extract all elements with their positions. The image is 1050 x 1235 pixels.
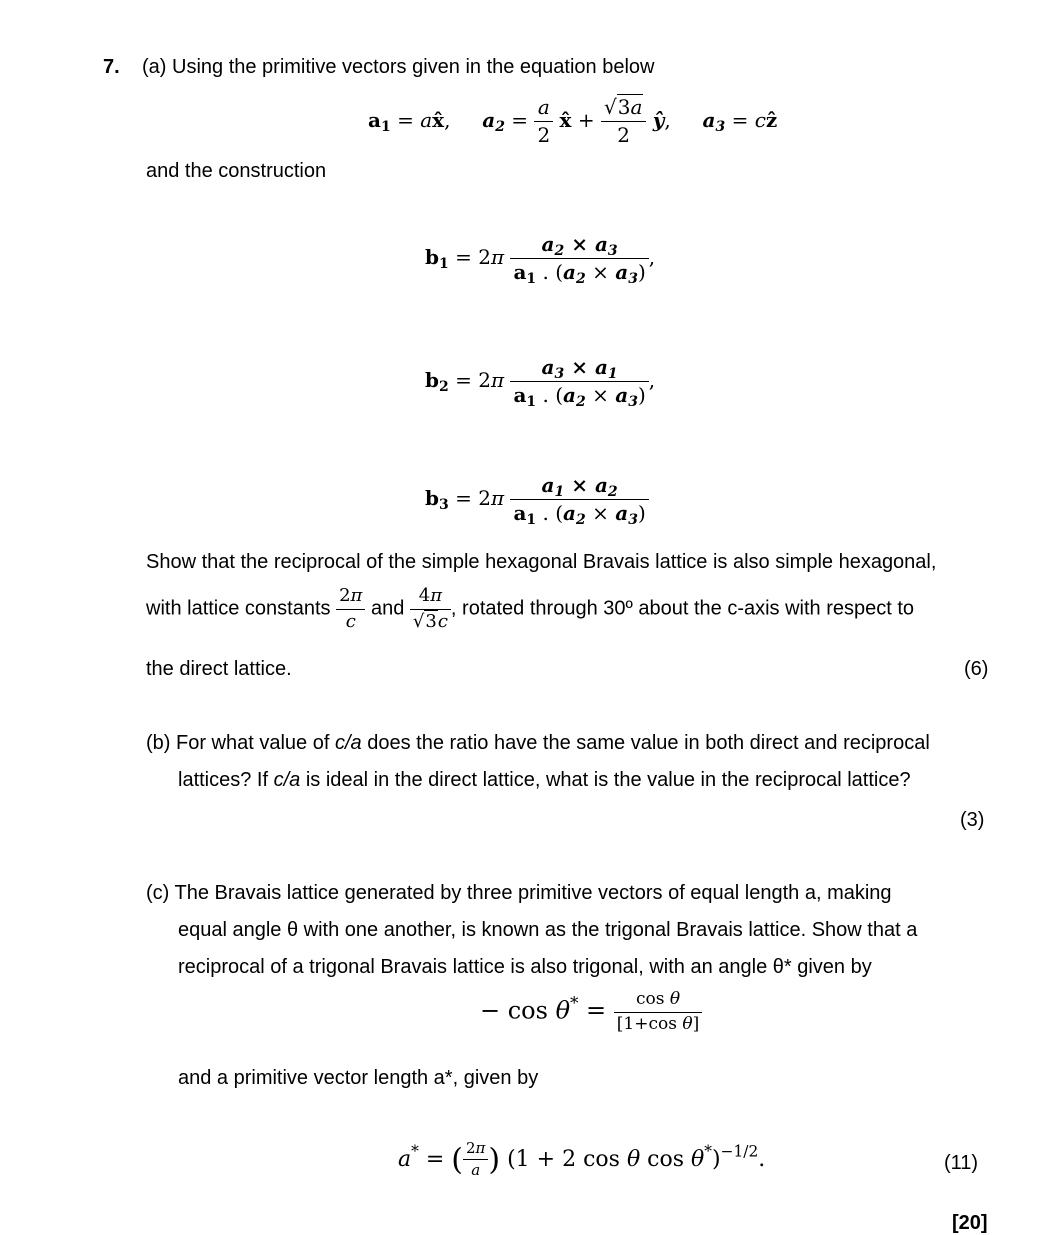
part-a-marks: (6)	[964, 658, 989, 680]
question-number: 7.	[103, 56, 120, 78]
primitive-vectors-equation: $a_1$ = ax̂, $a_2$ = $\frac{a}{2}$ x̂ + $\frac{√3a}{2}$ ŷ, $a_3$ = cẑ	[368, 95, 778, 147]
rotation-text: , rotated through 30º about the c-axis with respect to	[450, 597, 915, 620]
vector-length-label: and a primitive vector length a*, given by	[178, 1067, 539, 1089]
part-b-marks: (3)	[960, 809, 985, 831]
total-marks: [20]	[952, 1212, 988, 1234]
part-c-line3: reciprocal of a trigonal Bravais lattice is also trigonal, with an angle θ* given by	[178, 956, 872, 978]
a-star-equation: a* = ( $\frac{2\pi}{a}$ ) (1 + 2 cos θ cos θ*)$^{-1/2}$.	[398, 1139, 766, 1180]
part-b-line1: (b) For what value of c/a does the ratio have the same value in both direct and reciprocal	[146, 732, 930, 754]
part-a-show-line3: the direct lattice.	[146, 658, 292, 680]
part-a-intro: (a) Using the primitive vectors given in the equation below	[142, 56, 655, 78]
b2-equation: $b_2 = 2\pi$ $\frac{a_3 \times a_1}{a_1 . (a_2 \times a_3)}$ ,	[425, 355, 656, 411]
lattice-constant-4pi-over-root3c: $\frac{4\pi}{√3c}$	[410, 586, 451, 632]
lattice-constant-2pi-over-c: $\frac{2\pi}{c}$	[336, 586, 365, 632]
b1-equation: $b_1 = 2\pi$ $\frac{a_2 \times a_3}{a_1 . (a_2 \times a_3)}$ ,	[425, 232, 656, 288]
part-c-line2: equal angle θ with one another, is known as the trigonal Bravais lattice. Show that a	[178, 919, 918, 941]
part-c-marks: (11)	[944, 1152, 979, 1174]
construction-label: and the construction	[146, 160, 327, 182]
part-c-line1: (c) The Bravais lattice generated by three primitive vectors of equal length a, making	[146, 882, 892, 904]
lattice-constants-text: with lattice constants	[146, 597, 331, 620]
b3-equation: $b_3 = 2\pi$ $\frac{a_1 \times a_2}{a_1 . (a_2 \times a_3)}$	[425, 474, 649, 525]
part-b-line2: lattices? If c/a is ideal in the direct lattice, what is the value in the reciprocal lattice?	[178, 769, 911, 791]
and-text: and	[370, 597, 405, 620]
part-a-show-line1: Show that the reciprocal of the simple hexagonal Bravais lattice is also simple hexagonal,	[146, 551, 937, 573]
theta-star-equation: − cos θ* = $\frac{\text{cos θ}}{\text{[1+cos θ]}}$	[480, 990, 702, 1034]
part-a-show-line2	[146, 586, 914, 632]
